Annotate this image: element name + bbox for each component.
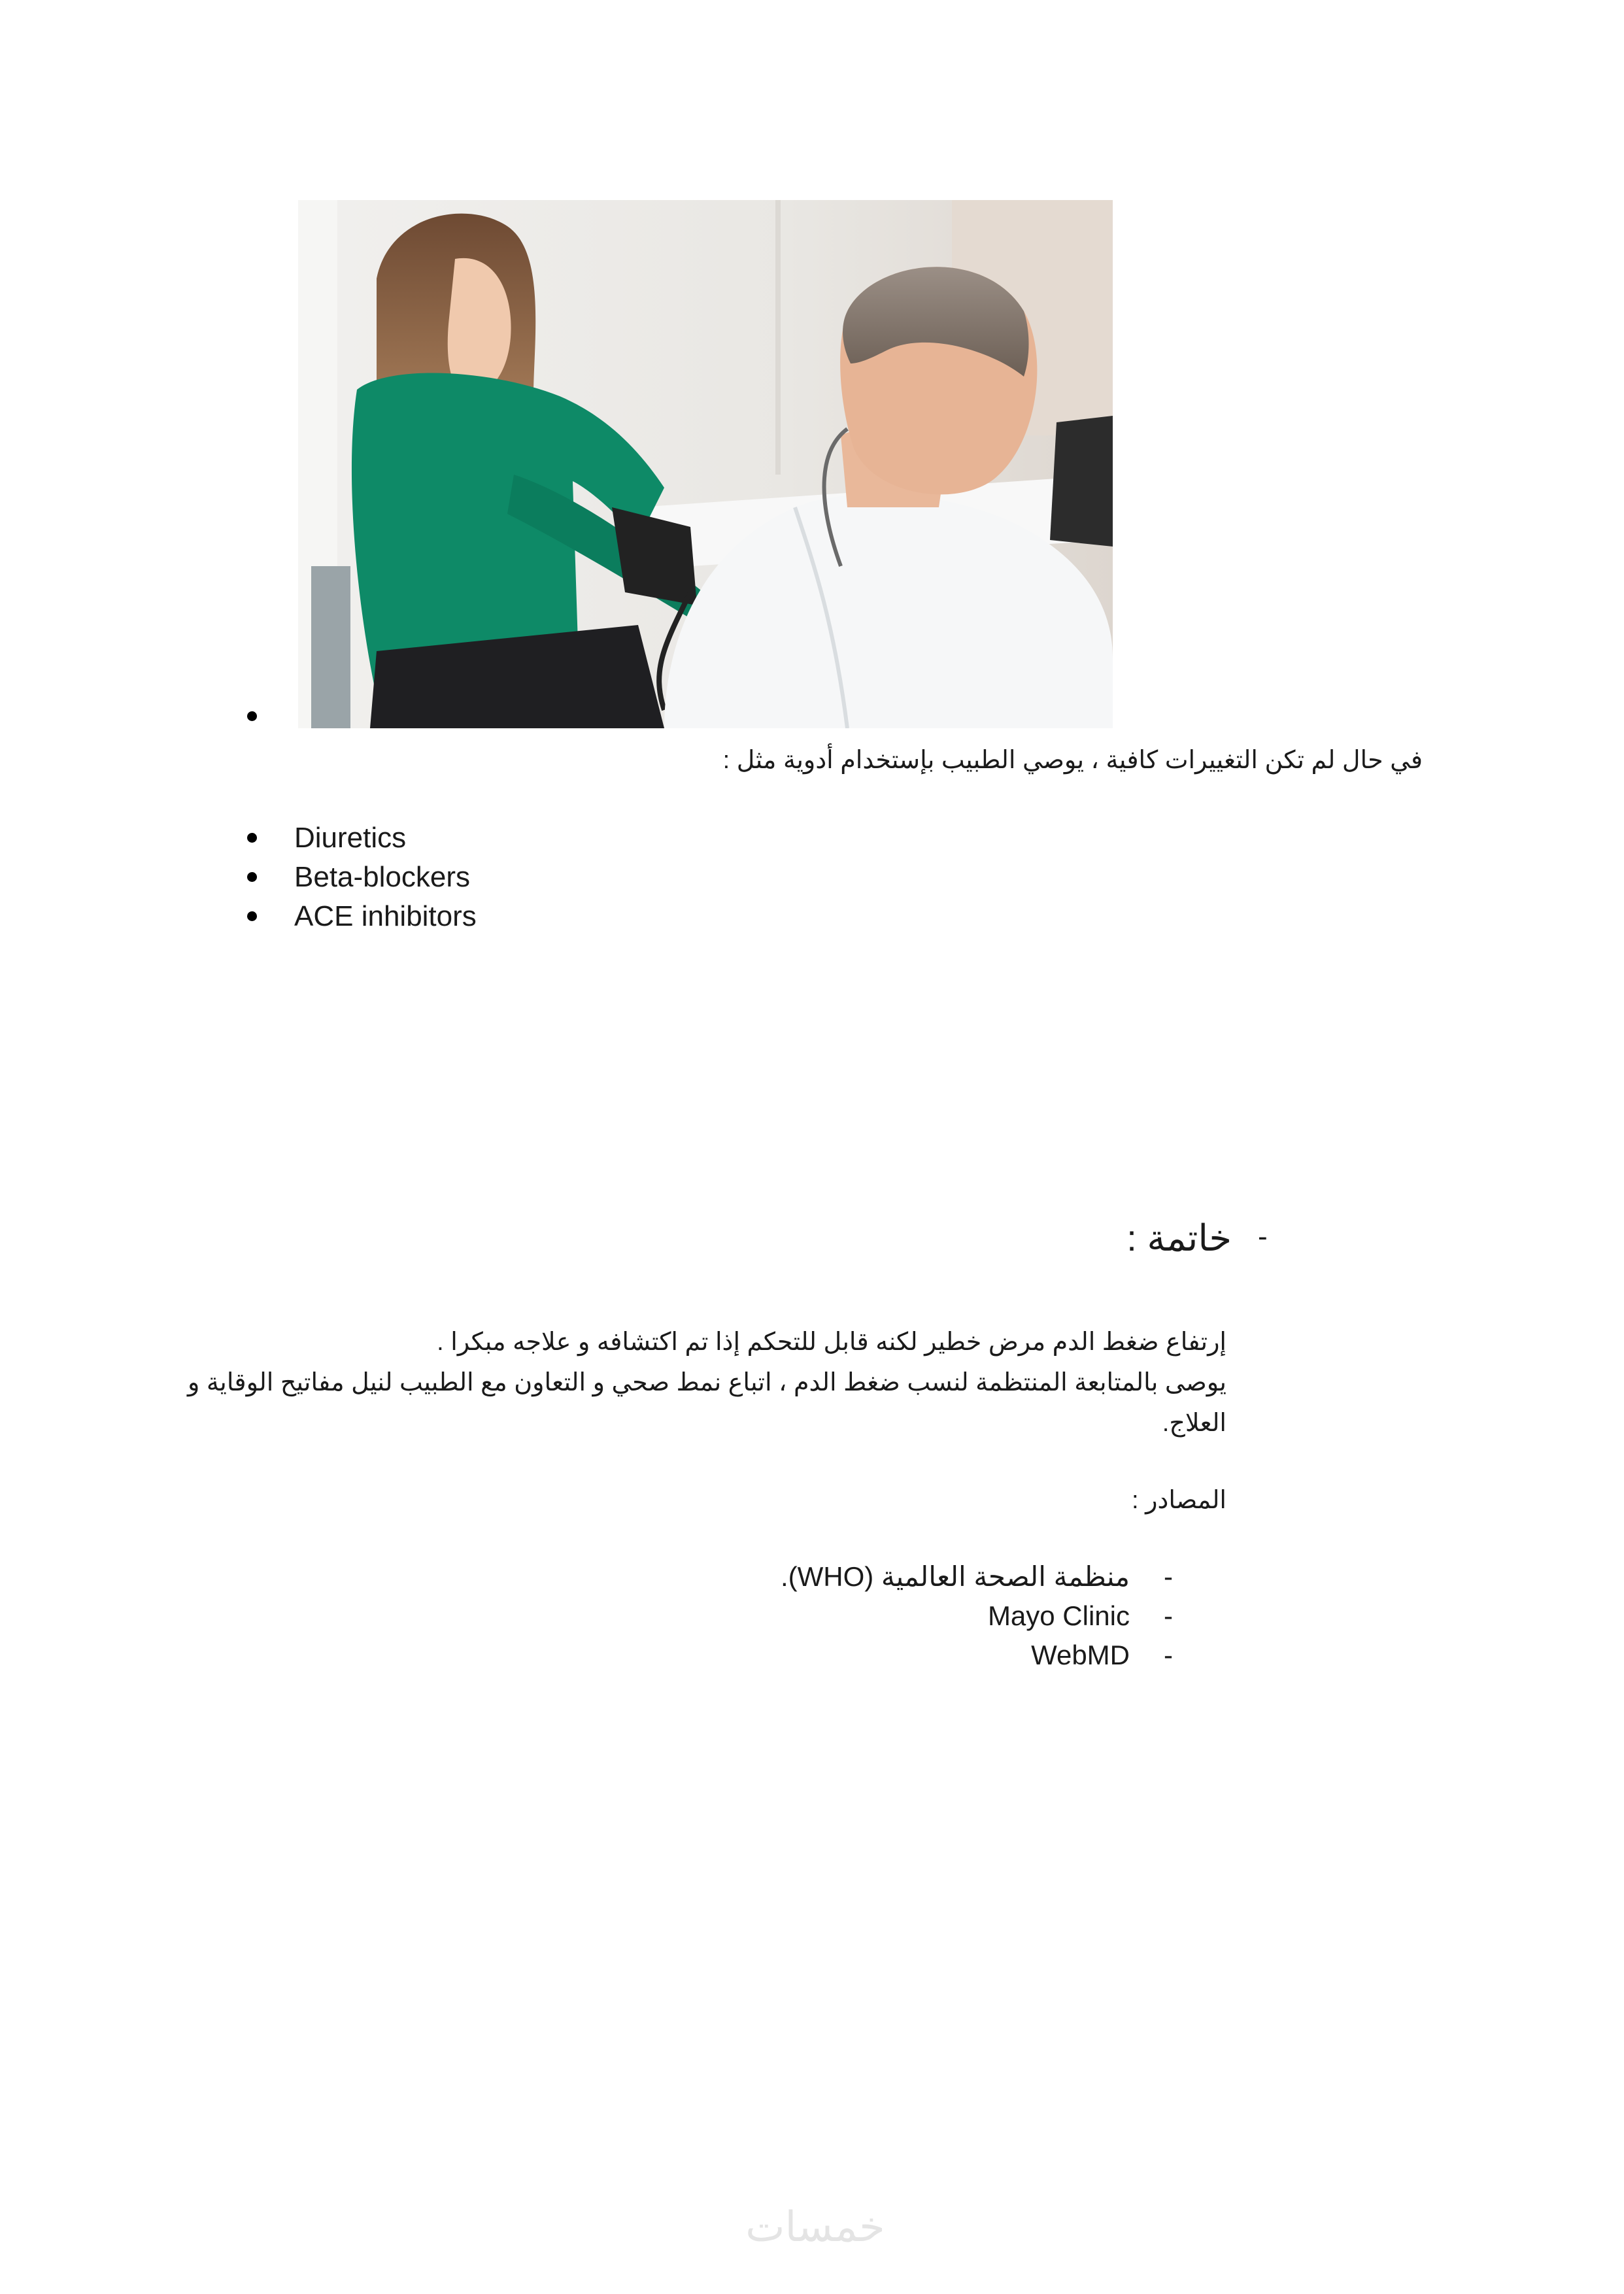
khamsat-logo-icon <box>714 2201 917 2253</box>
source-item-webmd: WebMD <box>1031 1640 1130 1670</box>
bullet-icon <box>247 833 257 843</box>
source-dash: - <box>1164 1640 1173 1670</box>
sources-title: المصادر : <box>1131 1487 1226 1514</box>
doctor-measuring-blood-pressure-image <box>298 200 1113 728</box>
bullet-icon <box>247 872 257 882</box>
conclusion-line-2: يوصى بالمتابعة المنتظمة لنسب ضغط الدم ، اتباع نمط صحي و التعاون مع الطبيب لنيل مفاتيح الوقاية و <box>187 1369 1226 1396</box>
source-dash: - <box>1164 1561 1173 1592</box>
image-bullet <box>247 711 257 721</box>
source-item-who: منظمة الصحة العالمية (WHO). <box>780 1561 1130 1592</box>
source-dash: - <box>1164 1600 1173 1631</box>
conclusion-line-3: العلاج. <box>1162 1409 1226 1437</box>
medications-intro: في حال لم تكن التغييرات كافية ، يوصي الطبيب بإستخدام أدوية مثل : <box>722 747 1423 774</box>
conclusion-line-1: إرتفاع ضغط الدم مرض خطير لكنه قابل للتحكم إذا تم اكتشافه و علاجه مبكرا . <box>437 1328 1226 1356</box>
medications-list: Diuretics Beta-blockers ACE inhibitors <box>247 818 770 949</box>
svg-text:خمسات: خمسات <box>745 2203 885 2252</box>
watermark-logo <box>714 2201 917 2253</box>
conclusion-heading: خاتمة : <box>1126 1217 1232 1258</box>
blood-pressure-photo <box>298 200 1113 728</box>
heading-dash: - <box>1258 1221 1268 1253</box>
bullet-icon <box>247 911 257 921</box>
source-item-mayo: Mayo Clinic <box>987 1600 1130 1631</box>
